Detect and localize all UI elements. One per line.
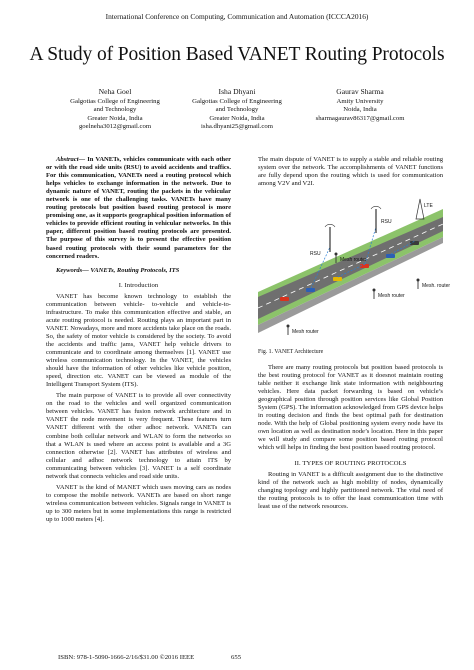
road: [258, 217, 443, 319]
mesh-router-icon: [287, 325, 290, 336]
page-number: 655: [231, 654, 242, 661]
author-affiliation: and Technology: [93, 106, 137, 114]
abstract-text: In VANETs, vehicles communicate with each other or with the road side units (RSU) to avoid accidents and traffics. For this communication, VANETs need a routing protocol which helps vehicles to exchange information in the network. Due to dynamic nature of VANET, routing the packets in the vehicular network is one of the challenging tasks. VANETs have many routing protocols but position based routing protocol is more promising one, as it supports geographical position information of vehicles to provide efficient routing in vehicular networks. In this paper, different position based routing protocols are presented. The purpose of this survey is to present the effective position based routing protocols with their sound parameters for the concerned readers.: [46, 156, 231, 260]
paragraph: Routing in VANET is a difficult assignment due to the distinctive kind of the network such as high mobility of nodes, dynamically changing topology and highly partitioned network. The vital need of the routing protocols is to offer the least communication time with least use of the network resources.: [258, 470, 443, 510]
lte-tower: [416, 199, 424, 219]
left-column: [46, 156, 231, 524]
vanet-architecture-figure: [258, 197, 451, 340]
mesh-router-label: Mesh router: [340, 257, 367, 263]
right-column-bottom: [258, 364, 443, 511]
right-column-top: [258, 156, 443, 188]
lte-label: LTE: [424, 203, 433, 209]
rsu-label: RSU: [310, 251, 321, 257]
mesh-router-label: Mesh. router: [422, 283, 451, 289]
paper-title: A Study of Position Based VANET Routing Protocols: [29, 44, 445, 65]
paragraph: VANET has become known technology to establish the communication between vehicle- to-vehicle and vehicle-to-infrastructure. To make this communication effective and stable, an acute routing protocol is needed. Routing plays an important part in VANET. Nowadays, more and more accidents take place on the roads. So, the safety of motor vehicle is considered by the society. To avoid the accidents and traffic jams, VANET help vehicle drivers to communicate and to coordinate among themselves [1]. VANET use wireless communication technology. In the VANET, the vehicles should have the information of other vehicles like vehicle position, speed, direction etc. VANET can be viewed as module of the Intelligent Transport System (ITS).: [46, 292, 231, 389]
footer-isbn: ISBN: 978-1-5090-1666-2/16/$31.00 ©2016 IEEE: [58, 654, 195, 661]
author-affiliation: Amity University: [336, 97, 384, 105]
author-name: Gaurav Sharma: [336, 87, 384, 96]
author-affiliation: and Technology: [215, 106, 259, 114]
car-icon: [280, 297, 289, 301]
author-affiliation: Galgotias College of Engineering: [70, 97, 160, 105]
author-email: sharmagaurav86317@gmail.com: [315, 114, 405, 122]
lane-marking: [258, 224, 443, 308]
figure-illustration: [258, 197, 451, 340]
car-icon: [306, 288, 315, 292]
paragraph: The main purpose of VANET is to provide all over connectivity on the road to the vehicles and well organized communication between vehicles. VANET has fusion network architecture and in VANET the node movement is very frequent. These features turn VANET different with the other adhoc network. VANETs can combine both cellular network and WLAN to form the networks so that a WLAN is used where an access point is available and a 3G connection otherwise [2]. VANET has attributes of wireless and cellular and adhoc network technology to attain ITS by communicating between vehicles [3]. VANET is a self coordinate network that connects vehicles and road side units.: [46, 392, 231, 480]
figure-caption: Fig. 1. VANET Architecture: [258, 349, 324, 355]
rsu-tower-2: [371, 206, 381, 233]
author-email: goelneha3012@gmail.com: [78, 123, 152, 131]
keywords: Keywords— VANETs, Routing Protocols, ITS: [56, 266, 180, 274]
author-block: [0, 88, 474, 148]
car-icon: [333, 277, 342, 281]
author-city: Greater Noida, India: [87, 114, 143, 122]
paragraph: There are many routing protocols but position based protocols is the best routing protocol for VANET as it doesnot maintain routing table neither it exchange link state information with neighbouring vehicles. Here data packet forwarding is based on vehicle’s geographical position through position services like Global Position System (GPS). The information acknowledged from GPS device helps in routing decision and finds the best optimal path for destination node. With the help of Global positioning system every node have its own location as well as destination node’s location. Here in this paper we will study and compare some position based routing protocol which will helps in finding the best position based routing protocol.: [258, 364, 443, 452]
car-icon: [386, 254, 395, 258]
mesh-router-icon: [373, 289, 376, 300]
author-name: Neha Goel: [98, 87, 132, 96]
paragraph: The main dispute of VANET is to supply a stable and reliable routing system over the network. The accomplishments of VANET functions are fully depend upon the routing which is used for communication among V2V and V2I.: [258, 156, 443, 188]
abstract-label: Abstract—: [56, 156, 86, 163]
mesh-router-label: Mesh router: [378, 293, 405, 299]
paragraph: VANET is the kind of MANET which uses moving cars as nodes to compose the mobile network. VANETs are based on short range wireless communication between vehicles. Signals range in VANET is up to 300 meters but in some implementations this range is restricted up to 1000 meters [4].: [46, 483, 231, 523]
section-heading: II. TYPES OF ROUTING PROTOCOLS: [294, 459, 407, 467]
mesh-router-label: Mesh router: [292, 329, 319, 335]
mesh-router-icon: [417, 279, 420, 290]
rsu-label: RSU: [381, 219, 392, 225]
author-email: isha.dhyani25@gmail.com: [201, 123, 273, 131]
author-city: Greater Noida, India: [209, 114, 265, 122]
author-affiliation: Galgotias College of Engineering: [192, 97, 282, 105]
section-heading: I. Introduction: [118, 281, 159, 289]
car-icon: [410, 241, 419, 245]
author-name: Isha Dhyani: [218, 87, 256, 96]
rsu-tower-1: [325, 224, 335, 252]
abstract: [46, 156, 231, 261]
author-affiliation: Noida, India: [343, 106, 377, 114]
author-3: [285, 88, 435, 123]
conference-header: International Conference on Computing, Communication and Automation (ICCCA2016): [105, 12, 369, 21]
